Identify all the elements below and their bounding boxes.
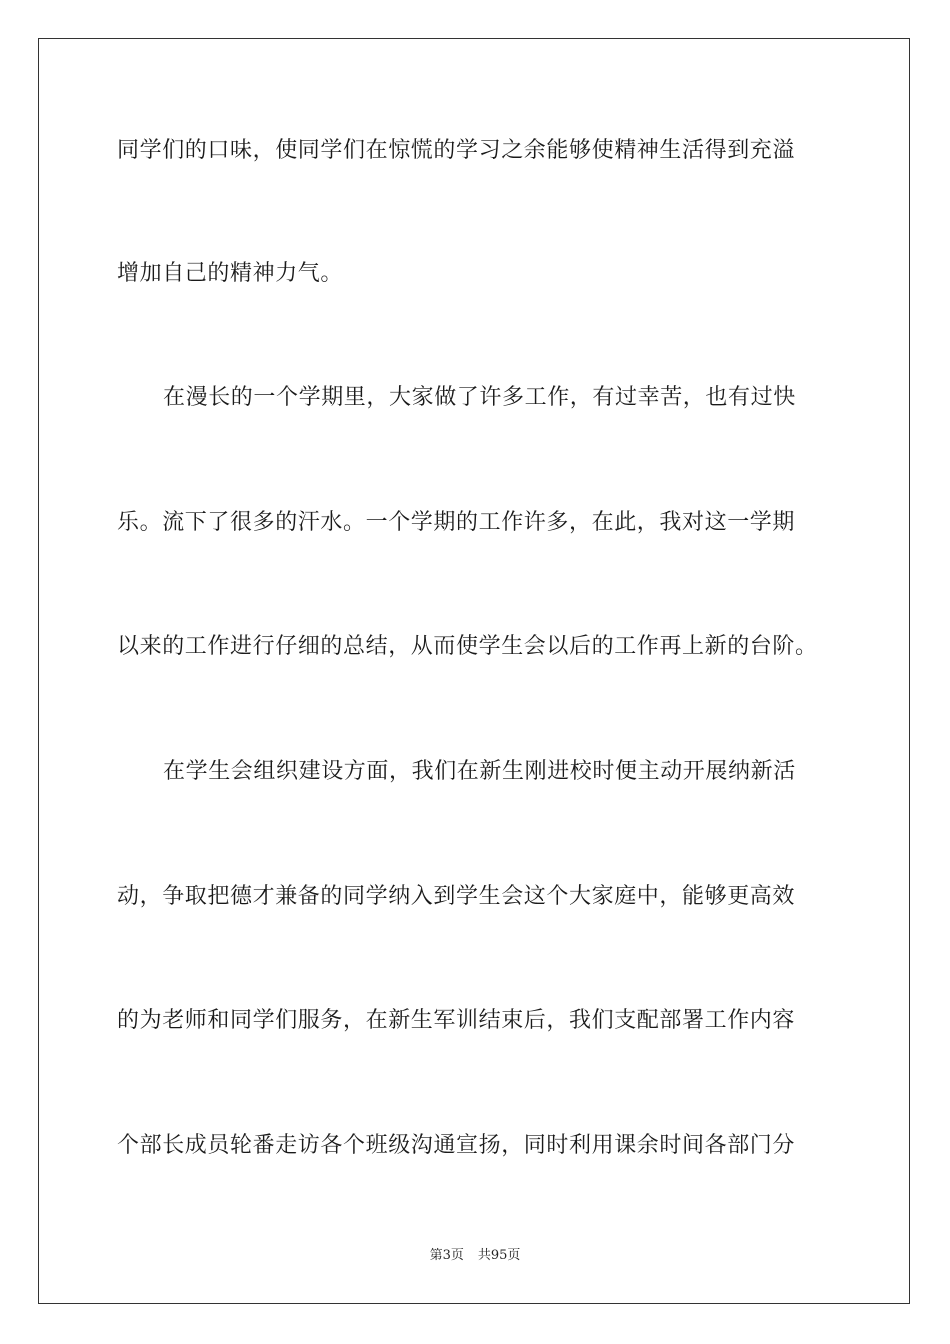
total-pages: 共95页 (477, 1248, 521, 1263)
page-border (38, 38, 910, 1304)
text-line-4: 乐。流下了很多的汗水。一个学期的工作许多，在此，我对这一学期 (117, 510, 796, 535)
text-line-3-paragraph-start: 在漫长的一个学期里，大家做了许多工作，有过幸苦，也有过快 (163, 385, 796, 410)
page-footer (0, 1247, 950, 1265)
text-line-5: 以来的工作进行仔细的总结，从而使学生会以后的工作再上新的台阶。 (117, 634, 818, 659)
page-number: 第3页 (429, 1248, 464, 1263)
text-line-1: 同学们的口味，使同学们在惊慌的学习之余能够使精神生活得到充溢 (117, 138, 796, 163)
text-line-2: 增加自己的精神力气。 (117, 261, 344, 286)
text-line-8: 的为老师和同学们服务，在新生军训结束后，我们支配部署工作内容 (117, 1008, 796, 1033)
text-line-6-paragraph-start: 在学生会组织建设方面，我们在新生刚进校时便主动开展纳新活 (163, 759, 796, 784)
text-line-9: 个部长成员轮番走访各个班级沟通宣扬，同时利用课余时间各部门分 (117, 1133, 796, 1158)
text-line-7: 动，争取把德才兼备的同学纳入到学生会这个大家庭中，能够更高效 (117, 884, 796, 909)
